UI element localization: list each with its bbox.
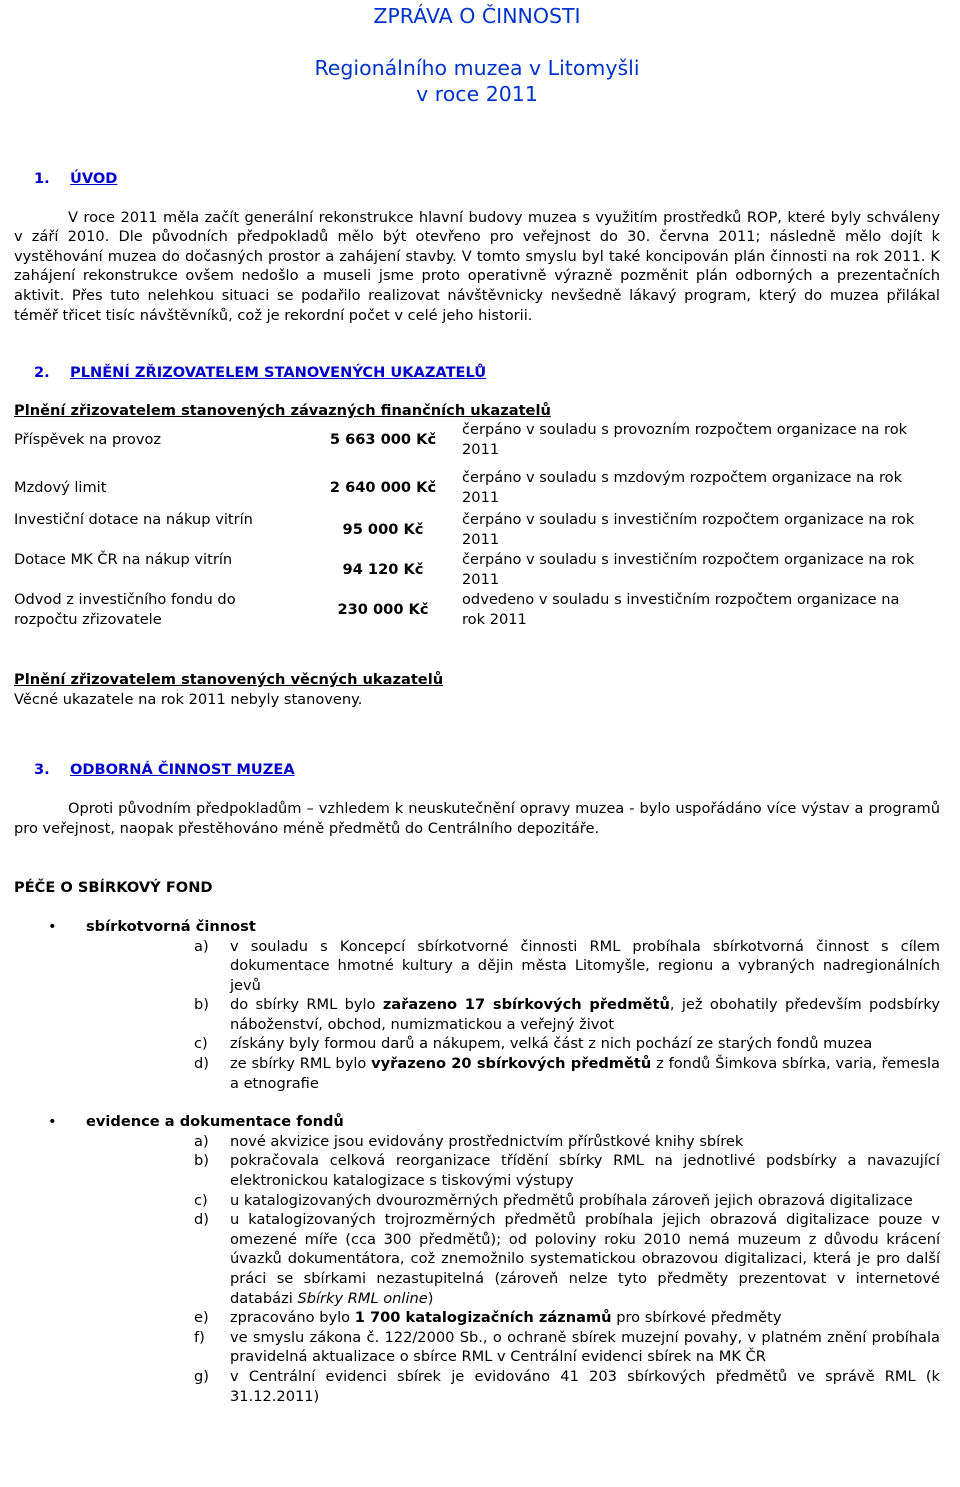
item-letter: a) bbox=[194, 1132, 209, 1150]
row-label: Mzdový limit bbox=[14, 479, 107, 497]
intro-text-a: V roce 2011 měla začít generální rekonstrukce hlavní budovy muzea s využitím prostředků ROP, které byly schváleny v září 2010. Dle původních předpokladů mělo být otevřeno pro veřejnost do 30. června 2011; následně mělo dojít k vystěhování muzea do dočasných prostor a zahájení stavby. V tomto smyslu byl také koncipován plán činnosti na rok 2011. K zahájení rekonstrukce ovšem nedošlo a museli jsme proto operativně výrazně pozměnit plán odborných a prezentačních aktivit. bbox=[14, 208, 940, 304]
financial-indicators-table bbox=[14, 420, 940, 630]
item-letter: c) bbox=[194, 1035, 208, 1053]
list-item bbox=[14, 1367, 940, 1406]
list-item bbox=[14, 917, 940, 937]
row-label: Příspěvek na provoz bbox=[14, 431, 162, 449]
evidence-sublist bbox=[14, 1132, 940, 1406]
intro-paragraph bbox=[14, 208, 940, 326]
item-text: zpracováno bylo bbox=[230, 1309, 355, 1327]
section-3-heading bbox=[14, 760, 940, 780]
item-text-bold: zařazeno 17 sbírkových předmětů bbox=[382, 996, 670, 1014]
row-amount: 94 120 Kč bbox=[342, 561, 424, 579]
section-2-title: PLNĚNÍ ZŘIZOVATELEM STANOVENÝCH UKAZATELŮ bbox=[70, 364, 487, 382]
list-item bbox=[14, 1054, 940, 1093]
item-text: z fondů Šimkova sbírka, varia, řemesla a etnografie bbox=[230, 1055, 940, 1092]
item-letter: d) bbox=[194, 1211, 209, 1229]
list-item bbox=[14, 1308, 940, 1328]
item-text: , jež obohatily především podsbírky náboženství, obchod, numizmatickou a veřejný život bbox=[230, 996, 940, 1033]
title-line-1: ZPRÁVA O ČINNOSTI bbox=[373, 4, 581, 28]
table-row bbox=[14, 510, 940, 550]
item-text: ) bbox=[427, 1289, 434, 1307]
list-item bbox=[14, 995, 940, 1034]
row-note: čerpáno v souladu s investičním rozpočtem organizace na rok 2011 bbox=[462, 551, 915, 588]
row-note: čerpáno v souladu s investičním rozpočtem organizace na rok 2011 bbox=[462, 511, 915, 548]
item-text: do sbírky RML bylo bbox=[230, 996, 383, 1014]
row-amount: 5 663 000 Kč bbox=[329, 431, 437, 449]
item-text: v souladu s Koncepcí sbírkotvorné činnosti RML probíhala sbírkotvorná činnost s cílem dokumentace hmotné kultury a dějin města Litomyšle, regionu a vybraných nadregionálních jevů bbox=[230, 937, 940, 994]
section-3-intro: Oproti původním předpokladům – vzhledem k neuskutečnění opravy muzea - bylo uspořádáno více výstav a programů pro veřejnost, naopak přestěhováno méně předmětů do Centrálního depozitáře. bbox=[14, 800, 940, 837]
title-line-3: v roce 2011 bbox=[416, 82, 538, 106]
title-line-2: Regionálního muzea v Litomyšli bbox=[314, 56, 640, 80]
section-1-title: ÚVOD bbox=[70, 170, 118, 187]
item-letter: c) bbox=[194, 1191, 208, 1209]
bullet-title: sbírkotvorná činnost bbox=[86, 917, 256, 935]
intro-text-b: Přes tuto nelehkou situaci se podařilo realizovat návštěvnicky nevšedně lákavý program, který do muzea přilákal téměř třicet tisíc návštěvníků, což je rekordní počet v celé jeho historii. bbox=[14, 286, 940, 324]
item-letter: d) bbox=[194, 1055, 209, 1073]
list-item bbox=[14, 1210, 940, 1308]
collection-care-list bbox=[14, 917, 940, 937]
financial-indicators-heading: Plnění zřizovatelem stanovených závazných finančních ukazatelů bbox=[14, 401, 551, 419]
item-text: u katalogizovaných dvourozměrných předmětů probíhala zároveň jejich obrazová digitalizace bbox=[230, 1191, 913, 1209]
item-text-italic: Sbírky RML online bbox=[297, 1289, 428, 1307]
row-label: Dotace MK ČR na nákup vitrín bbox=[14, 551, 233, 569]
list-item bbox=[14, 937, 940, 996]
item-letter: g) bbox=[194, 1367, 209, 1385]
list-item bbox=[14, 1034, 940, 1054]
list-item bbox=[14, 1151, 940, 1190]
section-2-number: 2. bbox=[34, 364, 50, 382]
table-row bbox=[14, 550, 940, 590]
material-indicators-heading: Plnění zřizovatelem stanovených věcných ukazatelů bbox=[14, 671, 444, 689]
list-item bbox=[14, 1328, 940, 1367]
row-amount: 2 640 000 Kč bbox=[329, 479, 437, 497]
list-item bbox=[14, 1132, 940, 1152]
section-1-heading bbox=[14, 169, 940, 189]
report-title bbox=[14, 3, 940, 107]
row-note: čerpáno v souladu s mzdovým rozpočtem organizace na rok 2011 bbox=[462, 469, 903, 506]
collection-care-heading: PÉČE O SBÍRKOVÝ FOND bbox=[14, 879, 213, 897]
list-item bbox=[14, 1112, 940, 1132]
item-text: u katalogizovaných trojrozměrných předmětů probíhala jejich obrazová digitalizace pouze v omezené míře (cca 300 předmětů); od poloviny roku 2010 nemá muzeum z důvodu krácení úvazků dokumentátora, což znemožnilo systematickou obrazovou digitalizaci, která je pro další práci se sbírkami nezastupitelná (zároveň nelze tyto předměty prezentovat v internetové databázi bbox=[230, 1211, 940, 1307]
item-text: pro sbírkové předměty bbox=[611, 1309, 782, 1327]
item-letter: b) bbox=[194, 1152, 209, 1170]
item-text: pokračovala celková reorganizace třídění sbírky RML na jednotlivé podsbírky a navazující elektronickou katalogizace s tiskovými výstupy bbox=[230, 1152, 940, 1190]
evidence-list bbox=[14, 1112, 940, 1132]
row-amount: 95 000 Kč bbox=[342, 521, 424, 539]
table-row bbox=[14, 462, 940, 510]
item-text-bold: vyřazeno 20 sbírkových předmětů bbox=[371, 1055, 652, 1073]
row-label: Odvod z investičního fondu do rozpočtu zřizovatele bbox=[14, 591, 236, 628]
row-amount: 230 000 Kč bbox=[337, 601, 429, 619]
item-text-bold: 1 700 katalogizačních záznamů bbox=[354, 1309, 612, 1327]
section-2-heading bbox=[14, 363, 940, 383]
section-3-number: 3. bbox=[34, 760, 50, 778]
item-letter: b) bbox=[194, 996, 209, 1014]
item-text: nové akvizice jsou evidovány prostřednictvím přírůstkové knihy sbírek bbox=[230, 1132, 744, 1150]
section-3-title: ODBORNÁ ČINNOST MUZEA bbox=[70, 760, 295, 778]
report-page bbox=[14, 0, 940, 1406]
row-note: čerpáno v souladu s provozním rozpočtem organizace na rok 2011 bbox=[462, 421, 908, 458]
acquisition-sublist bbox=[14, 937, 940, 1094]
item-text: ve smyslu zákona č. 122/2000 Sb., o ochraně sbírek muzejní povahy, v platném znění probíhala pravidelná aktualizace o sbírce RML v Centrální evidenci sbírek na MK ČR bbox=[230, 1328, 940, 1366]
material-indicators-text: Věcné ukazatele na rok 2011 nebyly stanoveny. bbox=[14, 690, 363, 708]
list-item bbox=[14, 1191, 940, 1211]
table-row bbox=[14, 420, 940, 462]
table-row bbox=[14, 590, 940, 630]
row-note: odvedeno v souladu s investičním rozpočtem organizace na rok 2011 bbox=[462, 591, 900, 628]
item-text: v Centrální evidenci sbírek je evidováno 41 203 sbírkových předmětů ve správě RML (k 31.12.2011) bbox=[230, 1367, 940, 1405]
item-letter: a) bbox=[194, 937, 209, 955]
item-text: získány byly formou darů a nákupem, velká část z nich pochází ze starých fondů muzea bbox=[230, 1035, 873, 1053]
item-text: ze sbírky RML bylo bbox=[230, 1055, 372, 1073]
item-letter: e) bbox=[194, 1309, 209, 1327]
section-1-number: 1. bbox=[34, 170, 50, 187]
bullet-title: evidence a dokumentace fondů bbox=[86, 1113, 344, 1131]
row-label: Investiční dotace na nákup vitrín bbox=[14, 511, 253, 529]
item-letter: f) bbox=[194, 1328, 205, 1346]
